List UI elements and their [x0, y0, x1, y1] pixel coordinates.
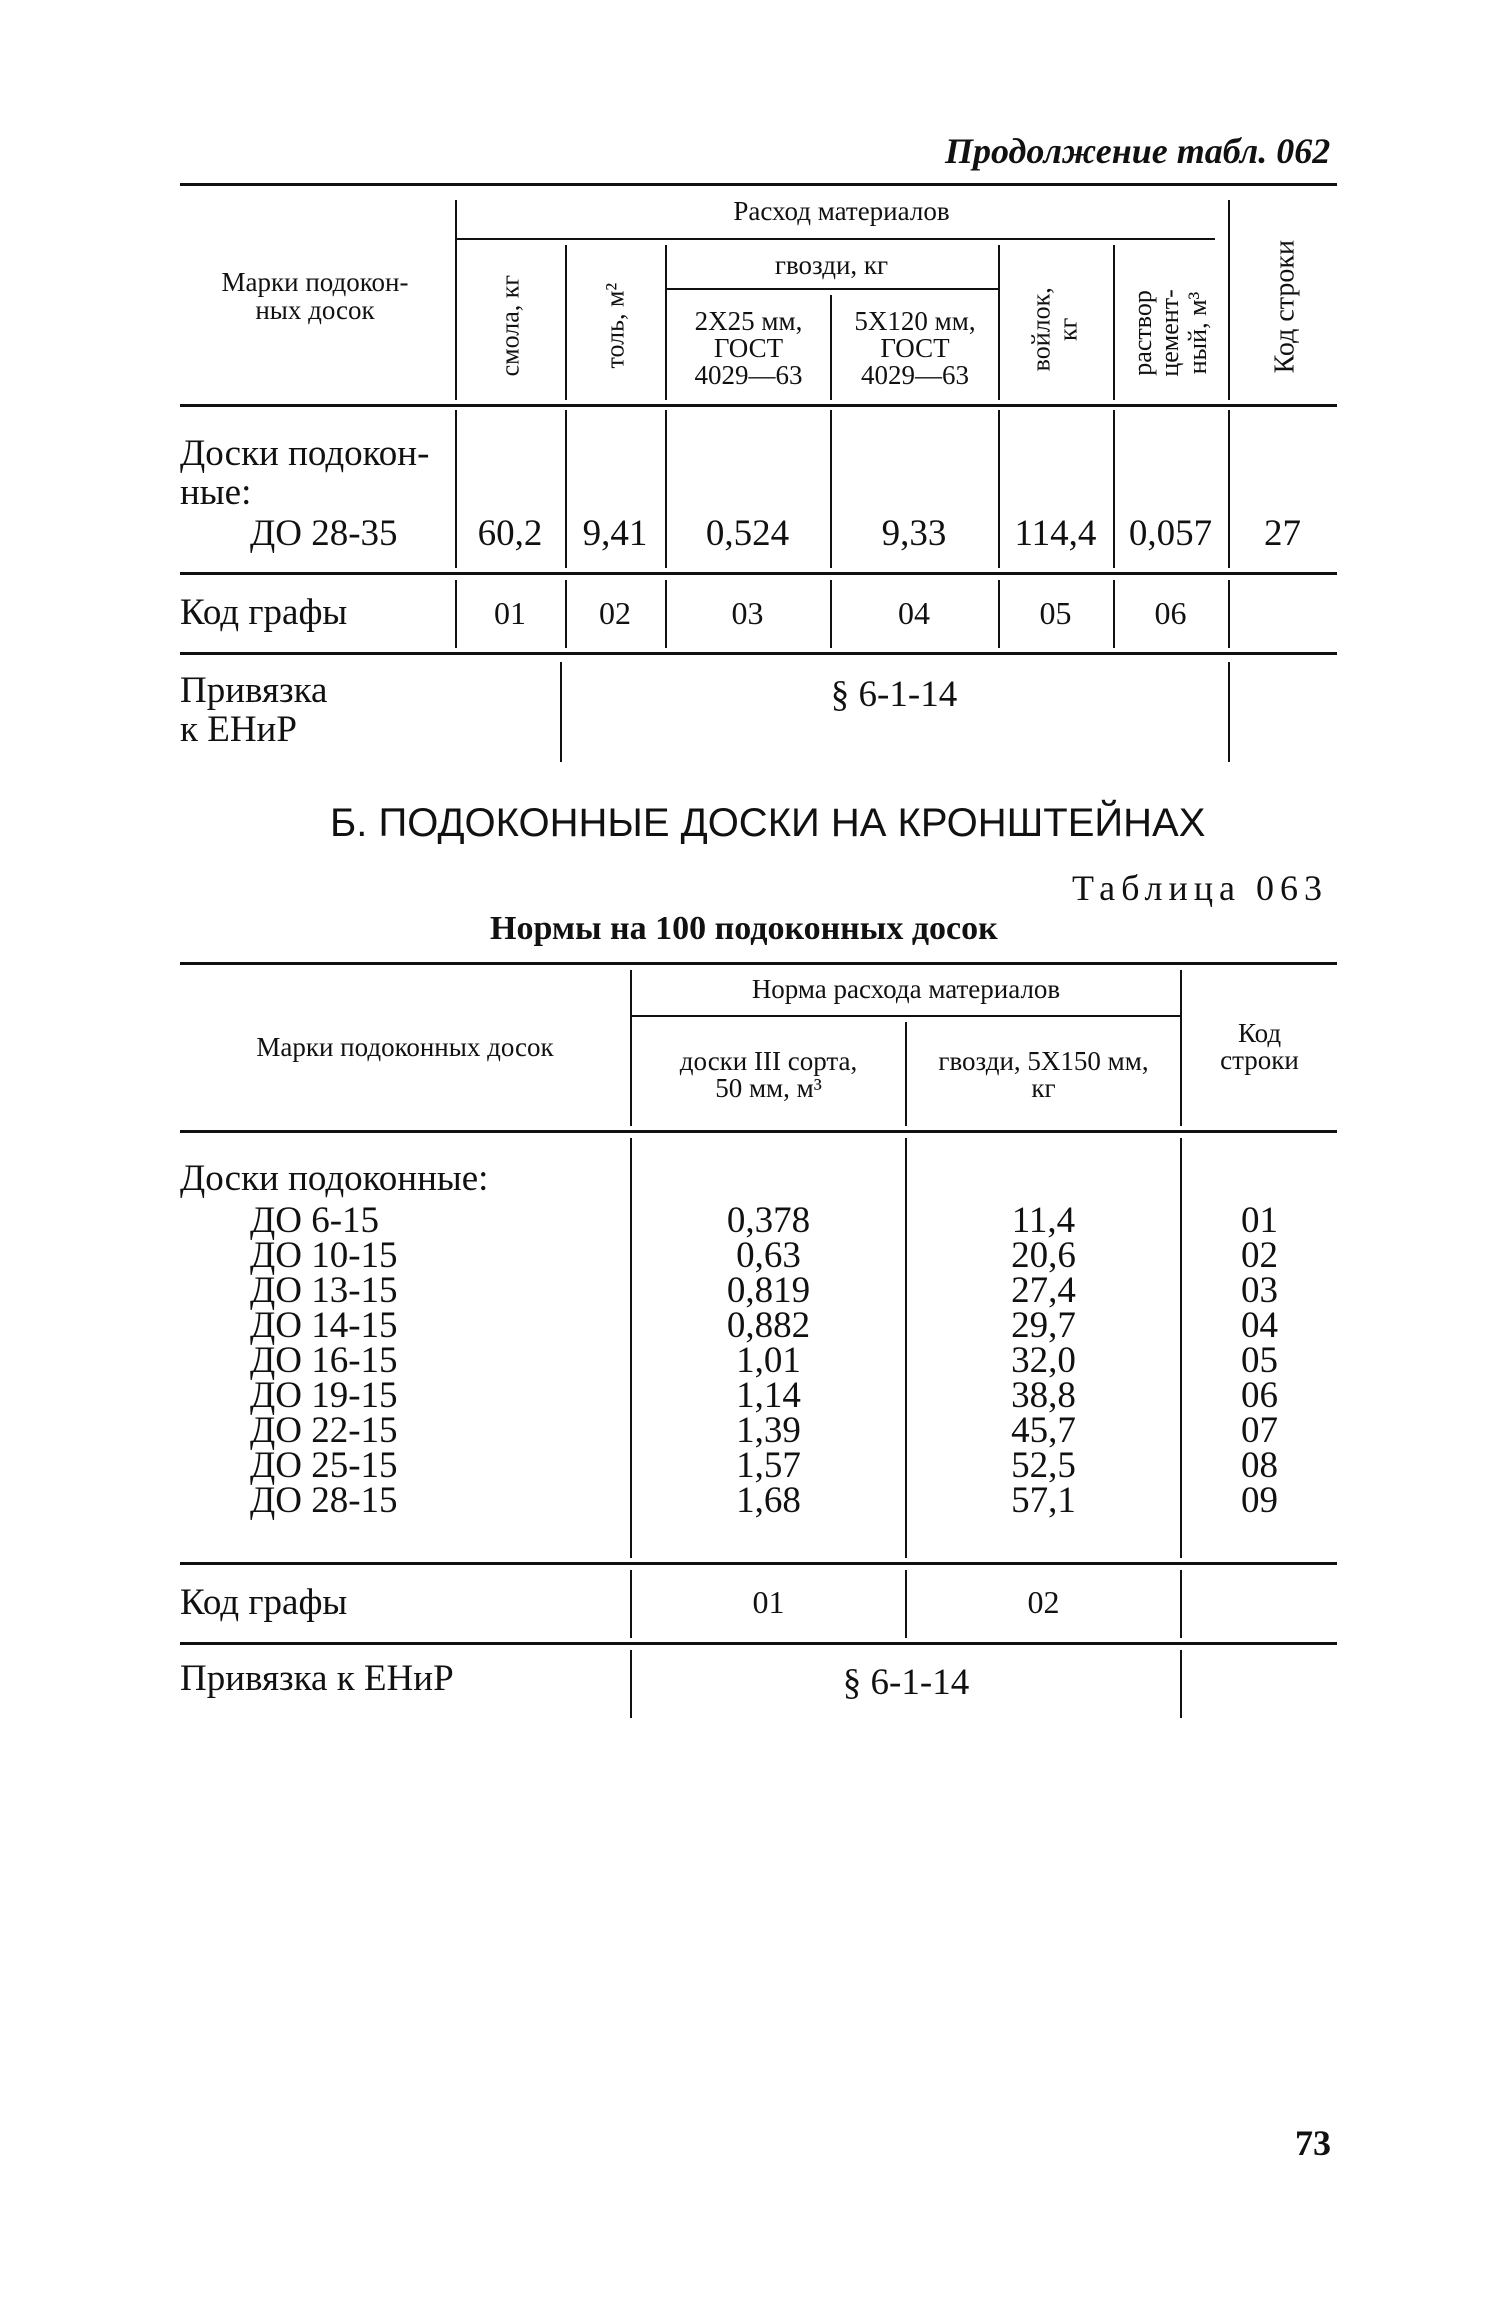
cell-smola: 60,2 [477, 513, 543, 554]
kod-grafy-label: Код графы [180, 1582, 348, 1623]
table-label: Таблица 063 [1072, 868, 1328, 908]
cell-code: 27 [1264, 513, 1301, 554]
table-caption: Нормы на 100 подоконных досок [490, 910, 998, 947]
cell-gvozdi: 32,0 [1011, 1340, 1076, 1381]
cell-doski: 0,378 [726, 1200, 811, 1241]
col-header-rastvor: раствор цемент- ный, м³ [1128, 289, 1212, 377]
cell-doski: 1,01 [736, 1340, 801, 1381]
cell-gvozdi: 57,1 [1011, 1480, 1076, 1521]
privyazka-label: Привязка к ЕНиР [180, 670, 328, 750]
header-bottom-rule [180, 1130, 1337, 1133]
col-divider [1113, 245, 1115, 400]
group-label: Доски подоконные: [180, 1158, 489, 1199]
col-divider [1228, 580, 1230, 648]
row-mark: ДО 6-15 [250, 1200, 380, 1241]
cell-code: 01 [1241, 1200, 1278, 1241]
cell-code: 07 [1241, 1410, 1278, 1451]
col-divider [1180, 1570, 1182, 1638]
cell-gvozdi: 38,8 [1011, 1375, 1076, 1416]
body-bottom-rule [180, 572, 1337, 575]
nails-header: гвозди, кг [774, 250, 889, 280]
col-divider [565, 245, 567, 400]
col-header-doski: доски III сорта, 50 мм, м³ [679, 1046, 858, 1103]
page-number: 73 [1295, 2123, 1331, 2163]
cell-nails-b: 9,33 [881, 513, 947, 554]
cell-doski: 1,68 [736, 1480, 801, 1521]
col-divider [1228, 662, 1230, 762]
col-header-voilok: войлок, кг [1026, 287, 1083, 372]
cell-doski: 0,819 [726, 1270, 811, 1311]
kod-grafy-cell: 04 [898, 595, 930, 631]
col-header-smola: смола, кг [495, 274, 525, 377]
cell-doski: 1,57 [736, 1445, 801, 1486]
cell-doski: 1,14 [736, 1375, 801, 1416]
kod-grafy-cell: 02 [1027, 1584, 1060, 1620]
nails-header-rule [665, 288, 998, 290]
row-mark: ДО 10-15 [250, 1235, 398, 1276]
cell-doski: 1,39 [736, 1410, 801, 1451]
kod-grafy-label: Код графы [180, 592, 348, 633]
col-header-nails-a: 2Х25 мм, ГОСТ 4029—63 [694, 306, 803, 390]
cell-code: 03 [1241, 1270, 1278, 1311]
privyazka-label: Привязка к ЕНиР [180, 1658, 454, 1699]
row-mark: ДО 22-15 [250, 1410, 398, 1451]
col-divider [998, 245, 1000, 400]
row-mark: ДО 28-15 [250, 1480, 398, 1521]
table-top-rule [180, 962, 1337, 965]
kod-grafy-cell: 01 [752, 1584, 785, 1620]
col-header-tol: толь, м² [600, 282, 630, 369]
cell-voilok: 114,4 [1014, 513, 1097, 554]
cell-code: 08 [1241, 1445, 1278, 1486]
cell-doski: 0,63 [736, 1235, 801, 1276]
group-header-rule [455, 238, 1215, 240]
col-divider [1228, 200, 1230, 400]
cell-gvozdi: 29,7 [1011, 1305, 1076, 1346]
cell-code: 09 [1241, 1480, 1278, 1521]
row-mark: ДО 25-15 [250, 1445, 398, 1486]
group-label: Доски подокон- ные: [180, 433, 430, 513]
col-divider [455, 200, 457, 400]
col-header-nails-b: 5Х120 мм, ГОСТ 4029—63 [854, 306, 976, 390]
group-header-rule [632, 1015, 1180, 1017]
row-mark: ДО 19-15 [250, 1375, 398, 1416]
col-header-code: Код строки [1269, 240, 1301, 374]
col-header-code: Код строки [1220, 1018, 1299, 1075]
row-mark: ДО 13-15 [250, 1270, 398, 1311]
cell-gvozdi: 27,4 [1011, 1270, 1076, 1311]
kod-bottom-rule [180, 652, 1337, 655]
row-mark: ДО 28-35 [250, 513, 398, 554]
privyazka-value: § 6-1-14 [830, 674, 958, 715]
cell-gvozdi: 20,6 [1011, 1235, 1076, 1276]
body-bottom-rule [180, 1562, 1337, 1565]
group-header: Расход материалов [733, 196, 950, 226]
row-header: Марки подокон- ных досок [221, 267, 409, 326]
group-header: Норма расхода материалов [751, 974, 1061, 1004]
cell-gvozdi: 45,7 [1011, 1410, 1076, 1451]
cell-code: 05 [1241, 1340, 1278, 1381]
cell-gvozdi: 52,5 [1011, 1445, 1076, 1486]
cell-tol: 9,41 [582, 513, 648, 554]
cell-code: 06 [1241, 1375, 1278, 1416]
cell-code: 04 [1241, 1305, 1278, 1346]
table-top-rule [180, 183, 1337, 186]
privyazka-value: § 6-1-14 [842, 1662, 970, 1703]
section-title: Б. ПОДОКОННЫЕ ДОСКИ НА КРОНШТЕЙНАХ [330, 801, 1206, 845]
row-mark: ДО 16-15 [250, 1340, 398, 1381]
cell-code: 02 [1241, 1235, 1278, 1276]
cell-doski: 0,882 [726, 1305, 811, 1346]
kod-grafy-cell: 05 [1039, 595, 1072, 631]
continuation-title: Продолжение табл. 062 [945, 131, 1331, 171]
kod-grafy-cell: 01 [494, 595, 526, 631]
col-header-gvozdi: гвозди, 5Х150 мм, кг [938, 1046, 1149, 1103]
kod-grafy-cell: 03 [731, 595, 764, 631]
row-mark: ДО 14-15 [250, 1305, 398, 1346]
col-divider [1180, 1650, 1182, 1718]
kod-grafy-cell: 06 [1154, 595, 1187, 631]
kod-grafy-cell: 02 [599, 595, 631, 631]
cell-rastvor: 0,057 [1128, 513, 1213, 554]
cell-gvozdi: 11,4 [1011, 1200, 1076, 1241]
cell-nails-a: 0,524 [705, 513, 790, 554]
kod-bottom-rule [180, 1642, 1337, 1645]
row-header: Марки подоконных досок [256, 1032, 554, 1062]
